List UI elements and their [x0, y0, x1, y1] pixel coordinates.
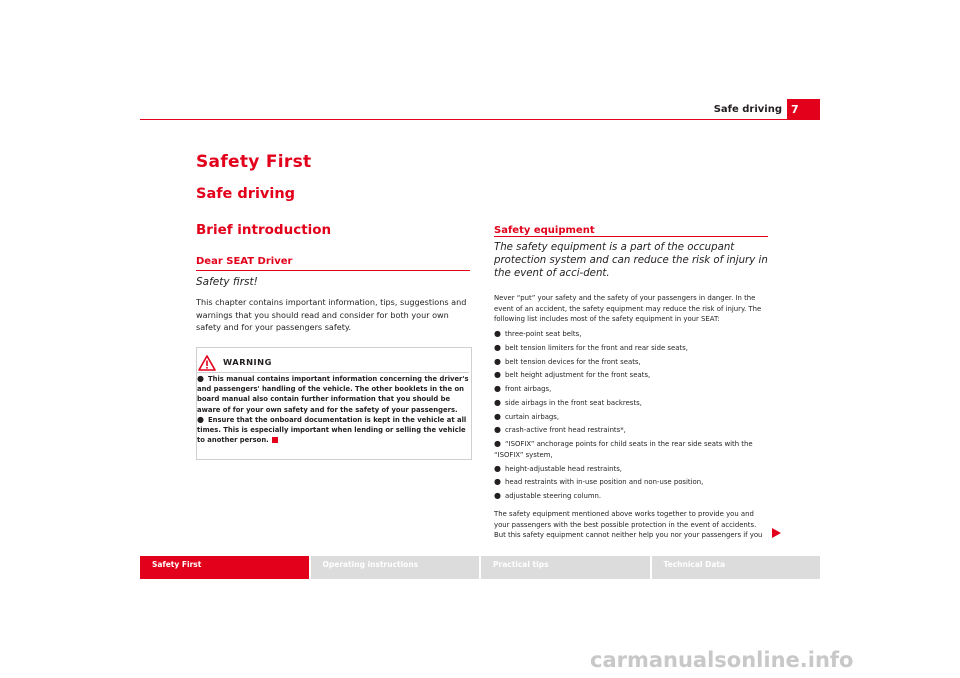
tab-technical-data[interactable]: Technical Data [652, 556, 821, 579]
dear-driver-heading: Dear SEAT Driver [196, 256, 293, 267]
tab-safety-first[interactable]: Safety First [140, 556, 309, 579]
bullet-icon: ● [494, 397, 501, 407]
section-title: Safe driving [196, 186, 296, 202]
list-item: ● belt tension devices for the front seats, [494, 356, 641, 366]
list-item: ● front airbags, [494, 384, 552, 394]
safety-equipment-list [494, 329, 772, 505]
warning-item [197, 374, 469, 415]
list-item: ● belt height adjustment for the front seats, [494, 370, 651, 380]
tab-operating-instructions[interactable]: Operating instructions [311, 556, 480, 579]
warning-label: WARNING [223, 357, 272, 367]
bullet-icon: ● [494, 342, 501, 352]
list-item: ● crash-active front head restraints*, [494, 425, 626, 435]
bullet-icon: ● [494, 329, 501, 338]
heading-divider [196, 270, 470, 271]
list-item: ● belt tension limiters for the front and rear side seats, [494, 342, 688, 352]
footer-navigation [140, 556, 820, 579]
list-item: ● side airbags in the front seat backrests, [494, 397, 642, 407]
continue-arrow-icon[interactable] [772, 528, 781, 538]
list-item: ● curtain airbags, [494, 411, 560, 421]
bullet-icon: ● [494, 491, 501, 501]
list-item: ● head restraints with in-use position and non-use position, [494, 477, 704, 487]
bullet-icon: ● [494, 356, 501, 366]
bullet-icon: ● [494, 425, 501, 435]
running-header-title: Safe driving [713, 104, 782, 115]
safety-equipment-paragraph: Never “put” your safety and the safety of your passengers in danger. In the event of an accident, the safety equipment may reduce the risk of injury. The following list includes most of the safety equipment in your SEAT: [494, 294, 762, 324]
header-divider [140, 119, 820, 120]
bullet-icon: ● [494, 384, 501, 394]
subsection-title: Brief introduction [196, 222, 332, 238]
bullet-icon: ● [494, 477, 501, 487]
warning-item-text: This manual contains important information concerning the driver's and passengers' handling of the vehicle. The other booklets in the on board manual also contain further information that you should be aware of for your own safety and for the safety of your passengers. [197, 375, 469, 414]
list-item: ● three-point seat belts, [494, 329, 582, 338]
bullet-icon: ● [494, 439, 501, 449]
section-end-icon [272, 437, 278, 443]
warning-divider [197, 372, 469, 373]
watermark: carmanualsonline.info [590, 648, 854, 672]
bullet-icon: ● [197, 414, 204, 424]
warning-triangle-icon [198, 355, 216, 371]
warning-list [197, 374, 469, 445]
italic-lead: Safety first! [196, 276, 258, 288]
tab-practical-tips[interactable]: Practical tips [481, 556, 650, 579]
warning-item-text: Ensure that the onboard documentation is kept in the vehicle at all times. This is especially important when lending or selling the vehicle to another person. [197, 415, 467, 445]
bullet-icon: ● [197, 374, 204, 383]
bullet-icon: ● [494, 411, 501, 421]
safety-equipment-heading: Safety equipment [494, 225, 595, 236]
heading-divider [494, 236, 768, 237]
list-item: ● “ISOFIX” anchorage points for child seats in the rear side seats with the “ISOFIX” system, [494, 439, 753, 459]
list-item: ● height-adjustable head restraints, [494, 463, 622, 473]
safety-equipment-lead: The safety equipment is a part of the occupant protection system and can reduce the risk of injury in the event of acci-dent. [494, 242, 768, 279]
warning-item [197, 415, 469, 446]
bullet-icon: ● [494, 463, 501, 473]
chapter-title: Safety First [196, 152, 312, 172]
bullet-icon: ● [494, 370, 501, 380]
safety-equipment-outro: The safety equipment mentioned above works together to provide you and your passengers with the best possible protection in the event of accidents. But this safety equipment cannot neither help you nor your passengers if you [494, 510, 763, 540]
page-number: 7 [791, 103, 799, 116]
list-item: ● adjustable steering column. [494, 491, 602, 501]
intro-paragraph: This chapter contains important information, tips, suggestions and warnings that you should read and consider for both your own safety and for your passengers safety. [196, 297, 467, 332]
